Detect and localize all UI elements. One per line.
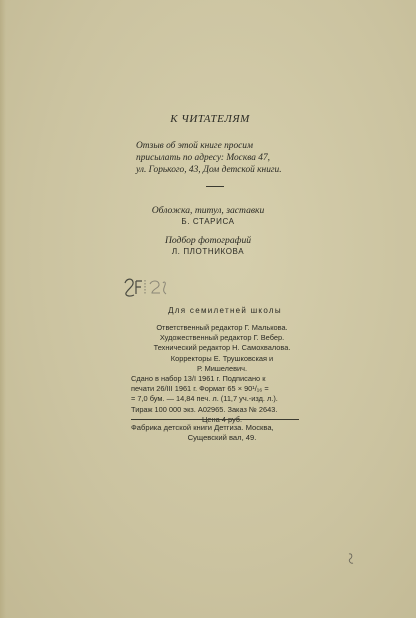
page-edge-shadow — [0, 0, 6, 618]
reader-address-block — [136, 140, 306, 176]
printer-block — [131, 423, 313, 444]
address-line: Отзыв об этой книге просим — [136, 141, 253, 151]
imprint-line: Р. Мишелевич. — [196, 363, 248, 373]
cover-credit-role: Обложка, титул, заставки — [151, 205, 265, 216]
pencil-mark — [346, 552, 356, 566]
imprint-line: печати 26/III 1961 г. Формат 65 × 90¹/₁₆ = — [131, 384, 269, 394]
page-heading: К ЧИТАТЕЛЯМ — [170, 113, 250, 125]
imprint-line: Тираж 100 000 экз. А02965. Заказ № 2643. — [131, 404, 278, 414]
address-line: присылать по адресу: Москва 47, — [136, 153, 270, 163]
photo-credit-name: Л. ПЛОТНИКОВА — [171, 247, 245, 256]
imprint-line: Ответственный редактор Г. Малькова. — [156, 323, 288, 332]
printer-line: Фабрика детской книги Детгиза. Москва, — [131, 423, 274, 432]
imprint-line: Сдано в набор 13/I 1961 г. Подписано к — [131, 374, 266, 384]
photo-credit-role: Подбор фотографий — [164, 235, 252, 246]
cover-credit-name: Б. СТАРИСА — [181, 217, 235, 226]
imprint-line: Корректоры Е. Трушковская и — [170, 353, 274, 363]
address-line: ул. Горького, 43, Дом детской книги. — [136, 165, 282, 175]
printer-line: Сущевский вал, 49. — [187, 433, 257, 443]
divider-long — [131, 419, 299, 420]
divider-short — [206, 186, 224, 187]
imprint-block — [131, 323, 313, 425]
library-stamp-mark — [122, 275, 168, 301]
audience-line: Для семилетней школы — [168, 306, 282, 315]
imprint-line: Технический редактор Н. Самохвалова. — [153, 343, 291, 353]
imprint-line: = 7,0 бум. — 14,84 печ. л. (11,7 уч.-изд. л.). — [131, 394, 278, 404]
imprint-line: Художественный редактор Г. Вебер. — [159, 333, 285, 343]
